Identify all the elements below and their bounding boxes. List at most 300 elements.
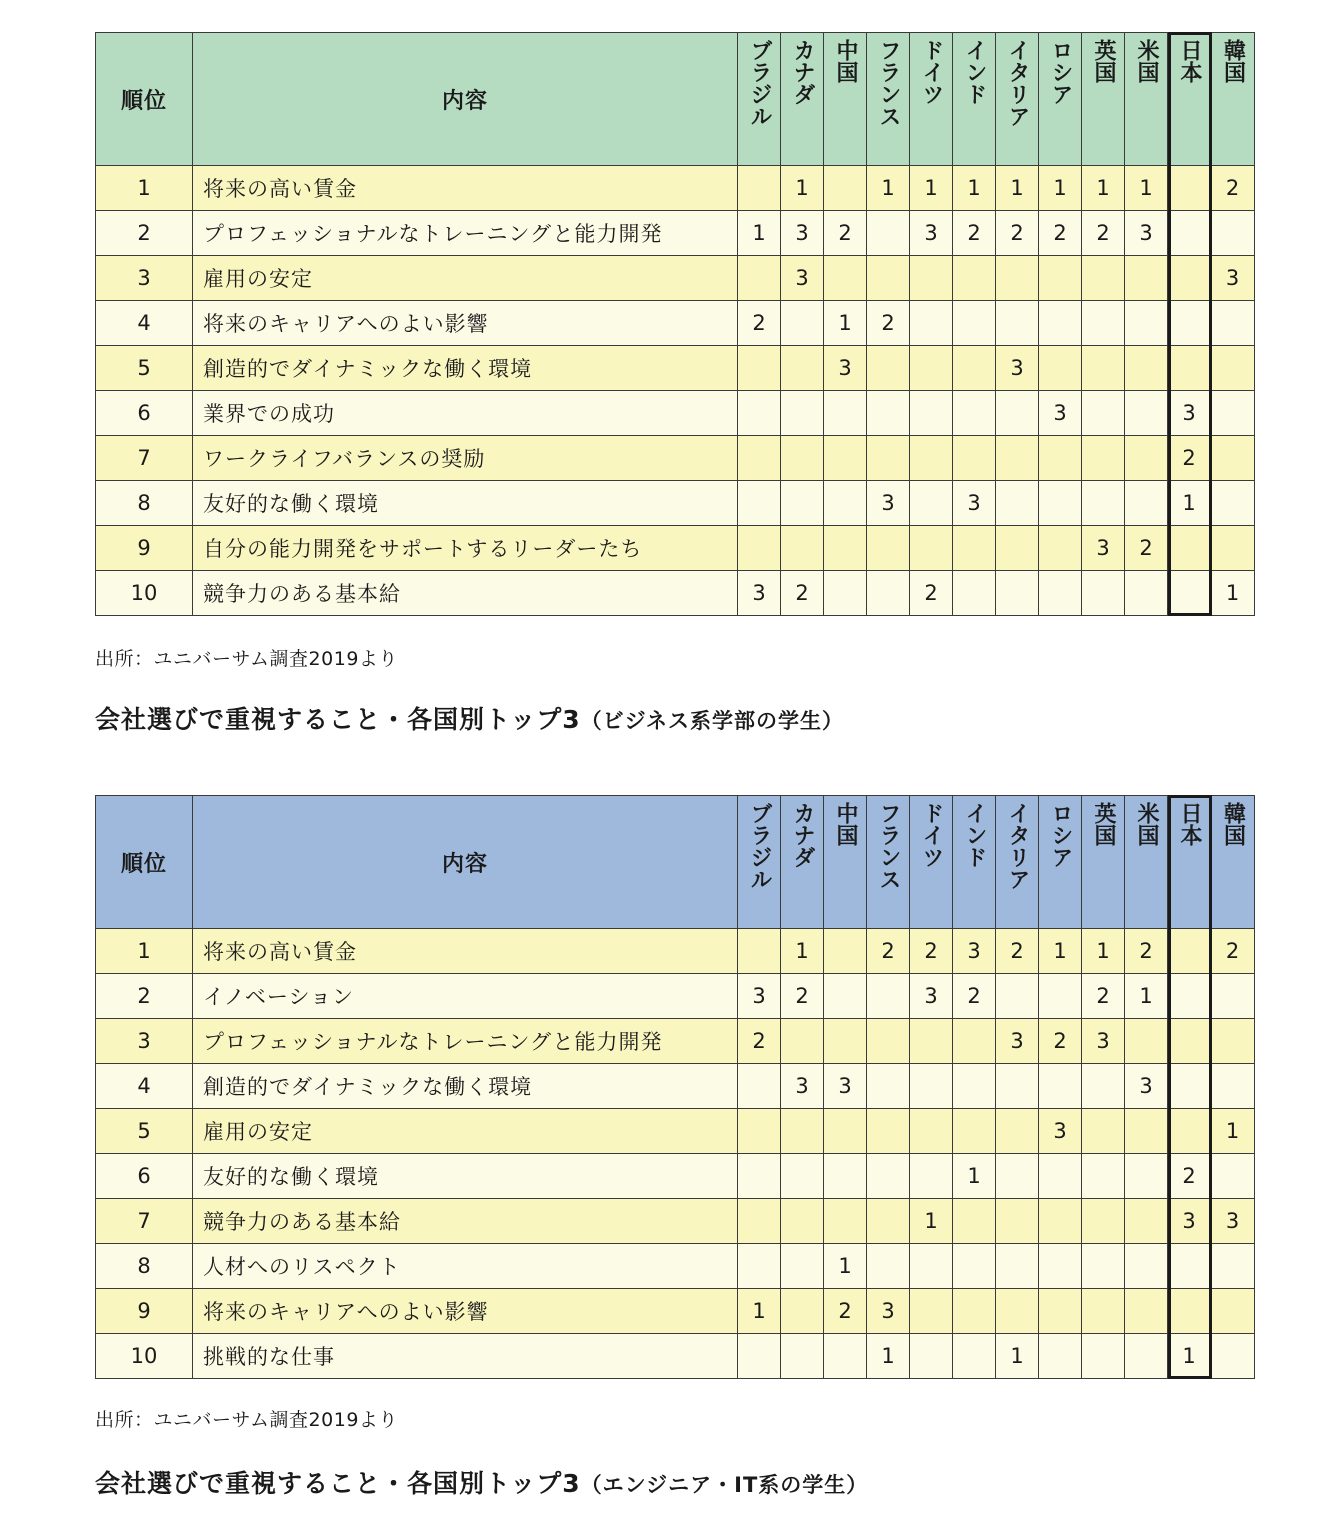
rank-value-cell (1039, 346, 1082, 391)
country-label: 韓国 (1220, 39, 1246, 83)
rank-value-cell (781, 1019, 824, 1064)
rank-value-cell (738, 1109, 781, 1154)
country-label: インド (962, 802, 987, 868)
rank-value-cell: 2 (1168, 1154, 1211, 1199)
rank-value-cell: 3 (824, 346, 867, 391)
rank-value-cell: 2 (953, 974, 996, 1019)
rank-value-cell (953, 391, 996, 436)
table-row (96, 256, 1255, 301)
rank-value-cell (996, 1109, 1039, 1154)
rank-value-cell (1082, 1199, 1125, 1244)
rank-value-cell (1082, 1154, 1125, 1199)
rank-value-cell: 3 (867, 1289, 910, 1334)
rank-cell: 7 (96, 436, 193, 481)
caption-main: 会社選びで重視すること・各国別トップ3 (95, 705, 581, 734)
rank-cell: 9 (96, 1289, 193, 1334)
rank-value-cell (824, 1019, 867, 1064)
rank-value-cell: 1 (867, 166, 910, 211)
ranking-table (95, 32, 1255, 616)
rank-cell: 8 (96, 481, 193, 526)
rank-value-cell (824, 929, 867, 974)
rank-value-cell (867, 526, 910, 571)
rank-value-cell (781, 346, 824, 391)
rank-value-cell: 2 (1125, 929, 1168, 974)
rank-value-cell (1168, 211, 1211, 256)
rank-value-cell: 3 (910, 974, 953, 1019)
rank-value-cell (781, 1199, 824, 1244)
rank-cell: 2 (96, 211, 193, 256)
rank-value-cell: 1 (996, 166, 1039, 211)
content-cell: 将来のキャリアへのよい影響 (193, 301, 738, 346)
rank-value-cell: 2 (738, 1019, 781, 1064)
country-label: 米国 (1134, 39, 1159, 83)
rank-value-cell: 2 (781, 974, 824, 1019)
rank-value-cell (1168, 526, 1211, 571)
rank-value-cell: 2 (996, 929, 1039, 974)
rank-value-cell (1039, 301, 1082, 346)
rank-value-cell (781, 481, 824, 526)
rank-value-cell: 1 (824, 301, 867, 346)
rank-value-cell: 2 (910, 929, 953, 974)
rank-value-cell (1168, 571, 1211, 616)
rank-value-cell: 1 (910, 1199, 953, 1244)
rank-value-cell: 2 (738, 301, 781, 346)
rank-value-cell (1082, 346, 1125, 391)
country-label: 米国 (1134, 802, 1159, 846)
country-header (781, 33, 824, 166)
rank-value-cell: 3 (1082, 526, 1125, 571)
rank-value-cell (953, 1199, 996, 1244)
rank-value-cell: 3 (1168, 1199, 1211, 1244)
content-cell: 創造的でダイナミックな働く環境 (193, 1064, 738, 1109)
rank-value-cell: 1 (1125, 166, 1168, 211)
rank-value-cell (953, 1334, 996, 1379)
ranking-table (95, 795, 1255, 1379)
rank-value-cell (781, 1109, 824, 1154)
content-cell: 将来の高い賃金 (193, 929, 738, 974)
rank-value-cell: 2 (953, 211, 996, 256)
rank-value-cell (1039, 1154, 1082, 1199)
content-header (193, 33, 738, 166)
country-label: ドイツ (919, 802, 944, 868)
rank-value-cell (1039, 1244, 1082, 1289)
content-cell: プロフェッショナルなトレーニングと能力開発 (193, 1019, 738, 1064)
rank-value-cell: 2 (1168, 436, 1211, 481)
content-cell: プロフェッショナルなトレーニングと能力開発 (193, 211, 738, 256)
rank-value-cell (738, 929, 781, 974)
rank-value-cell: 1 (996, 1334, 1039, 1379)
content-header-label: 内容 (441, 88, 488, 114)
rank-value-cell (1125, 481, 1168, 526)
content-cell: 雇用の安定 (193, 1109, 738, 1154)
rank-value-cell: 1 (1211, 571, 1255, 616)
rank-value-cell: 3 (781, 211, 824, 256)
rank-value-cell: 2 (1125, 526, 1168, 571)
rank-value-cell (953, 256, 996, 301)
rank-value-cell (1211, 1064, 1255, 1109)
rank-value-cell: 1 (1211, 1109, 1255, 1154)
table-caption (95, 1464, 868, 1500)
country-label: 日本 (1177, 802, 1202, 846)
rank-value-cell (781, 526, 824, 571)
rank-value-cell (953, 346, 996, 391)
rank-value-cell (1125, 1019, 1168, 1064)
rank-value-cell: 1 (953, 1154, 996, 1199)
rank-value-cell: 2 (1082, 974, 1125, 1019)
content-cell: イノベーション (193, 974, 738, 1019)
rank-value-cell (738, 1064, 781, 1109)
rank-value-cell (1168, 929, 1211, 974)
country-header-japan (1168, 796, 1211, 929)
rank-value-cell: 1 (781, 929, 824, 974)
content-cell: 業界での成功 (193, 391, 738, 436)
ranking-table-engineering (95, 795, 1255, 1379)
rank-value-cell (1168, 1064, 1211, 1109)
rank-cell: 1 (96, 929, 193, 974)
rank-value-cell (1168, 346, 1211, 391)
rank-value-cell (1082, 1064, 1125, 1109)
table-row (96, 1019, 1255, 1064)
rank-value-cell (996, 974, 1039, 1019)
rank-value-cell (910, 256, 953, 301)
content-cell: 将来の高い賃金 (193, 166, 738, 211)
rank-header (96, 33, 193, 166)
rank-value-cell (1039, 436, 1082, 481)
rank-value-cell (1039, 481, 1082, 526)
table-row (96, 346, 1255, 391)
country-label: ロシア (1048, 802, 1073, 868)
country-header (781, 796, 824, 929)
rank-cell: 7 (96, 1199, 193, 1244)
rank-cell: 1 (96, 166, 193, 211)
table-row (96, 1109, 1255, 1154)
country-label: 中国 (833, 802, 858, 846)
rank-value-cell (1125, 1289, 1168, 1334)
rank-value-cell: 1 (953, 166, 996, 211)
rank-value-cell (824, 1109, 867, 1154)
rank-value-cell (867, 1109, 910, 1154)
rank-value-cell (738, 436, 781, 481)
caption-sub: （エンジニア・IT系の学生） (580, 1473, 869, 1497)
rank-value-cell (1168, 301, 1211, 346)
rank-value-cell (1082, 571, 1125, 616)
table-row (96, 301, 1255, 346)
rank-header-label: 順位 (120, 851, 167, 877)
country-header (953, 33, 996, 166)
country-header (1082, 33, 1125, 166)
country-label: ブラジル (747, 802, 772, 890)
rank-value-cell (910, 1019, 953, 1064)
rank-value-cell (1211, 211, 1255, 256)
ranking-table-business (95, 32, 1255, 616)
rank-value-cell: 2 (1039, 211, 1082, 256)
country-header (738, 796, 781, 929)
table-row (96, 436, 1255, 481)
rank-value-cell (1211, 1019, 1255, 1064)
rank-cell: 3 (96, 256, 193, 301)
country-label: カナダ (790, 802, 815, 868)
rank-value-cell (867, 1154, 910, 1199)
rank-value-cell (1125, 256, 1168, 301)
rank-value-cell (781, 436, 824, 481)
rank-value-cell: 3 (1039, 1109, 1082, 1154)
rank-value-cell (781, 301, 824, 346)
rank-value-cell: 1 (1082, 166, 1125, 211)
rank-value-cell: 1 (738, 1289, 781, 1334)
rank-value-cell (867, 1199, 910, 1244)
rank-value-cell (867, 436, 910, 481)
rank-value-cell (1082, 1244, 1125, 1289)
rank-value-cell (1039, 1199, 1082, 1244)
rank-value-cell: 3 (867, 481, 910, 526)
country-header (1211, 796, 1255, 929)
rank-value-cell: 1 (867, 1334, 910, 1379)
rank-value-cell (953, 526, 996, 571)
rank-value-cell (910, 1154, 953, 1199)
rank-value-cell: 3 (738, 974, 781, 1019)
rank-value-cell (1211, 436, 1255, 481)
header-row (96, 796, 1255, 929)
rank-value-cell (910, 346, 953, 391)
rank-value-cell: 3 (781, 256, 824, 301)
country-label: 中国 (833, 39, 858, 83)
content-cell: 友好的な働く環境 (193, 1154, 738, 1199)
rank-value-cell (1039, 526, 1082, 571)
caption-main: 会社選びで重視すること・各国別トップ3 (95, 1469, 581, 1498)
rank-value-cell (1211, 391, 1255, 436)
table-row (96, 1064, 1255, 1109)
rank-value-cell (953, 436, 996, 481)
table-row (96, 391, 1255, 436)
rank-value-cell (996, 436, 1039, 481)
rank-value-cell (1082, 436, 1125, 481)
rank-value-cell: 2 (824, 211, 867, 256)
table-row (96, 1199, 1255, 1244)
rank-value-cell (824, 1199, 867, 1244)
rank-value-cell (867, 571, 910, 616)
rank-value-cell (738, 526, 781, 571)
rank-value-cell: 2 (867, 929, 910, 974)
country-header (1125, 796, 1168, 929)
rank-header (96, 796, 193, 929)
country-label: フランス (876, 39, 901, 127)
content-header-label: 内容 (441, 851, 488, 877)
rank-cell: 9 (96, 526, 193, 571)
rank-cell: 8 (96, 1244, 193, 1289)
rank-value-cell: 1 (824, 1244, 867, 1289)
rank-value-cell (996, 1244, 1039, 1289)
table-row (96, 1334, 1255, 1379)
rank-value-cell (738, 1154, 781, 1199)
rank-value-cell (953, 301, 996, 346)
country-label: イタリア (1005, 39, 1030, 127)
country-label: 英国 (1091, 802, 1116, 846)
source-note: 出所：ユニバーサム調査2019より (95, 1409, 398, 1431)
table-row (96, 1289, 1255, 1334)
table-row (96, 481, 1255, 526)
table-row (96, 211, 1255, 256)
country-label: 韓国 (1220, 802, 1246, 846)
header-row (96, 33, 1255, 166)
rank-value-cell: 3 (738, 571, 781, 616)
rank-value-cell (1039, 571, 1082, 616)
rank-cell: 10 (96, 571, 193, 616)
country-label: インド (962, 39, 987, 105)
rank-value-cell (1211, 974, 1255, 1019)
rank-value-cell (953, 1244, 996, 1289)
rank-value-cell (824, 436, 867, 481)
content-cell: 競争力のある基本給 (193, 1199, 738, 1244)
rank-value-cell (1211, 481, 1255, 526)
rank-value-cell: 3 (1211, 1199, 1255, 1244)
country-header (867, 33, 910, 166)
table-caption (95, 700, 844, 736)
country-label: カナダ (790, 39, 815, 105)
rank-value-cell: 3 (996, 346, 1039, 391)
table-row (96, 526, 1255, 571)
rank-value-cell (738, 346, 781, 391)
rank-value-cell (1039, 1064, 1082, 1109)
rank-value-cell (1082, 301, 1125, 346)
rank-value-cell (824, 526, 867, 571)
rank-value-cell (781, 1289, 824, 1334)
rank-value-cell (996, 481, 1039, 526)
rank-value-cell (910, 481, 953, 526)
rank-value-cell: 1 (1168, 481, 1211, 526)
rank-value-cell: 2 (867, 301, 910, 346)
rank-value-cell: 1 (1125, 974, 1168, 1019)
country-header (738, 33, 781, 166)
rank-value-cell (1125, 391, 1168, 436)
rank-cell: 5 (96, 346, 193, 391)
rank-value-cell: 3 (1168, 391, 1211, 436)
rank-value-cell (1039, 256, 1082, 301)
rank-value-cell (738, 256, 781, 301)
rank-value-cell: 1 (1168, 1334, 1211, 1379)
country-header (1039, 33, 1082, 166)
table-row (96, 166, 1255, 211)
rank-value-cell (867, 1244, 910, 1289)
rank-value-cell (910, 1334, 953, 1379)
country-header (910, 796, 953, 929)
country-label: ドイツ (919, 39, 944, 105)
rank-value-cell (824, 166, 867, 211)
rank-value-cell: 3 (953, 929, 996, 974)
rank-value-cell: 3 (1211, 256, 1255, 301)
rank-value-cell (1168, 166, 1211, 211)
rank-value-cell (1125, 1334, 1168, 1379)
rank-value-cell: 3 (910, 211, 953, 256)
rank-cell: 3 (96, 1019, 193, 1064)
country-label: 英国 (1091, 39, 1116, 83)
rank-value-cell (781, 1244, 824, 1289)
rank-value-cell (824, 391, 867, 436)
rank-value-cell (1211, 346, 1255, 391)
rank-value-cell: 1 (781, 166, 824, 211)
table-row (96, 929, 1255, 974)
rank-value-cell (1082, 481, 1125, 526)
rank-value-cell (1082, 1334, 1125, 1379)
table-row (96, 571, 1255, 616)
rank-value-cell (824, 481, 867, 526)
table-body (96, 166, 1255, 616)
country-header (867, 796, 910, 929)
rank-value-cell (1168, 1019, 1211, 1064)
rank-value-cell (953, 1289, 996, 1334)
country-header (1039, 796, 1082, 929)
rank-value-cell (996, 301, 1039, 346)
rank-value-cell (996, 1064, 1039, 1109)
content-cell: ワークライフバランスの奨励 (193, 436, 738, 481)
rank-value-cell: 3 (953, 481, 996, 526)
rank-value-cell (1211, 526, 1255, 571)
rank-value-cell (867, 1019, 910, 1064)
rank-value-cell (738, 481, 781, 526)
rank-value-cell (1039, 974, 1082, 1019)
rank-value-cell (1039, 1289, 1082, 1334)
table-body (96, 929, 1255, 1379)
rank-value-cell (953, 571, 996, 616)
country-header (824, 33, 867, 166)
country-header (910, 33, 953, 166)
rank-cell: 2 (96, 974, 193, 1019)
rank-value-cell (1125, 1154, 1168, 1199)
rank-value-cell (738, 1334, 781, 1379)
rank-value-cell: 2 (910, 571, 953, 616)
country-header (953, 796, 996, 929)
rank-value-cell (996, 1289, 1039, 1334)
rank-value-cell (910, 1109, 953, 1154)
rank-value-cell (1125, 1199, 1168, 1244)
rank-value-cell (910, 1244, 953, 1289)
rank-value-cell (781, 391, 824, 436)
rank-value-cell (824, 1334, 867, 1379)
rank-value-cell (1168, 1109, 1211, 1154)
rank-value-cell (1082, 1289, 1125, 1334)
rank-value-cell: 2 (1082, 211, 1125, 256)
rank-header-label: 順位 (120, 88, 167, 114)
content-cell: 競争力のある基本給 (193, 571, 738, 616)
rank-value-cell: 1 (1039, 166, 1082, 211)
rank-value-cell (1125, 301, 1168, 346)
rank-value-cell (996, 526, 1039, 571)
rank-value-cell (1039, 1334, 1082, 1379)
rank-value-cell (867, 974, 910, 1019)
content-header (193, 796, 738, 929)
rank-value-cell: 3 (996, 1019, 1039, 1064)
rank-value-cell (996, 391, 1039, 436)
country-header (1211, 33, 1255, 166)
content-cell: 挑戦的な仕事 (193, 1334, 738, 1379)
rank-value-cell (867, 256, 910, 301)
rank-value-cell (738, 391, 781, 436)
rank-value-cell: 3 (1082, 1019, 1125, 1064)
rank-value-cell (738, 1199, 781, 1244)
content-cell: 自分の能力開発をサポートするリーダーたち (193, 526, 738, 571)
content-cell: 人材へのリスペクト (193, 1244, 738, 1289)
rank-value-cell: 3 (1039, 391, 1082, 436)
rank-value-cell: 2 (781, 571, 824, 616)
rank-value-cell: 2 (996, 211, 1039, 256)
rank-value-cell (1211, 1289, 1255, 1334)
content-cell: 雇用の安定 (193, 256, 738, 301)
country-header (996, 33, 1039, 166)
rank-value-cell (953, 1019, 996, 1064)
rank-value-cell (824, 974, 867, 1019)
rank-value-cell (824, 571, 867, 616)
country-label: ブラジル (747, 39, 772, 127)
country-header (824, 796, 867, 929)
